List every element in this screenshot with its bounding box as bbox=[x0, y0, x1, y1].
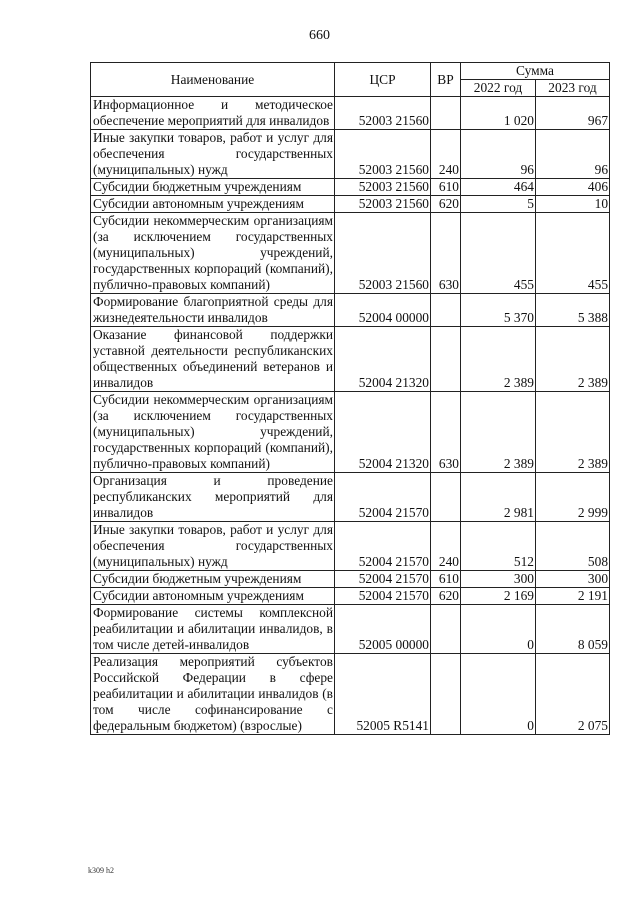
row-vr-cell bbox=[431, 327, 461, 392]
row-csr-cell: 52004 21570 bbox=[335, 522, 431, 571]
row-vr-cell: 240 bbox=[431, 522, 461, 571]
row-sum-2022-cell: 464 bbox=[461, 179, 536, 196]
table-row bbox=[91, 130, 610, 179]
row-sum-2022-cell: 0 bbox=[461, 605, 536, 654]
header-vr: ВР bbox=[431, 63, 461, 97]
row-csr-cell: 52004 21570 bbox=[335, 473, 431, 522]
row-name-cell: Субсидии автономным учреждениям bbox=[91, 196, 335, 213]
row-sum-2023-cell: 508 bbox=[536, 522, 610, 571]
row-csr-cell: 52005 00000 bbox=[335, 605, 431, 654]
row-vr-cell: 630 bbox=[431, 213, 461, 294]
row-sum-2023-cell: 8 059 bbox=[536, 605, 610, 654]
row-sum-2022-cell: 2 389 bbox=[461, 327, 536, 392]
table-row bbox=[91, 605, 610, 654]
budget-table bbox=[90, 62, 610, 735]
header-csr: ЦСР bbox=[335, 63, 431, 97]
table-row bbox=[91, 179, 610, 196]
table-row bbox=[91, 97, 610, 130]
row-sum-2023-cell: 455 bbox=[536, 213, 610, 294]
footer-code: k309 h2 bbox=[88, 866, 114, 875]
table-row bbox=[91, 196, 610, 213]
row-name-cell: Субсидии бюджетным учреждениям bbox=[91, 179, 335, 196]
row-name-cell: Субсидии некоммерческим организациям (за исключением государственных (муниципальных) учреждений, государственных корпораций (компаний), публично-правовых компаний) bbox=[91, 392, 335, 473]
row-name-cell: Информационное и методическое обеспечение мероприятий для инвалидов bbox=[91, 97, 335, 130]
row-vr-cell: 620 bbox=[431, 588, 461, 605]
table-row bbox=[91, 571, 610, 588]
row-vr-cell: 610 bbox=[431, 179, 461, 196]
row-sum-2023-cell: 300 bbox=[536, 571, 610, 588]
row-sum-2022-cell: 2 169 bbox=[461, 588, 536, 605]
row-sum-2022-cell: 2 389 bbox=[461, 392, 536, 473]
table-row bbox=[91, 213, 610, 294]
row-csr-cell: 52004 21570 bbox=[335, 571, 431, 588]
row-sum-2023-cell: 96 bbox=[536, 130, 610, 179]
row-name-cell: Иные закупки товаров, работ и услуг для обеспечения государственных (муниципальных) нужд bbox=[91, 130, 335, 179]
row-name-cell: Формирование благоприятной среды для жизнедеятельности инвалидов bbox=[91, 294, 335, 327]
header-year-2023: 2023 год bbox=[536, 80, 610, 97]
row-sum-2023-cell: 5 388 bbox=[536, 294, 610, 327]
row-vr-cell bbox=[431, 605, 461, 654]
row-csr-cell: 52004 00000 bbox=[335, 294, 431, 327]
row-name-cell: Формирование системы комплексной реабилитации и абилитации инвалидов, в том числе детей-инвалидов bbox=[91, 605, 335, 654]
row-sum-2022-cell: 5 370 bbox=[461, 294, 536, 327]
table-body bbox=[91, 97, 610, 735]
row-csr-cell: 52004 21320 bbox=[335, 392, 431, 473]
row-vr-cell: 630 bbox=[431, 392, 461, 473]
table-row bbox=[91, 294, 610, 327]
table-row bbox=[91, 522, 610, 571]
row-sum-2023-cell: 967 bbox=[536, 97, 610, 130]
row-csr-cell: 52005 R5141 bbox=[335, 654, 431, 735]
row-vr-cell: 620 bbox=[431, 196, 461, 213]
row-csr-cell: 52003 21560 bbox=[335, 97, 431, 130]
row-vr-cell bbox=[431, 473, 461, 522]
row-sum-2022-cell: 5 bbox=[461, 196, 536, 213]
row-name-cell: Реализация мероприятий субъектов Российской Федерации в сфере реабилитации и абилитации инвалидов (в том числе софинансирование с федеральным бюджетом) (взрослые) bbox=[91, 654, 335, 735]
row-name-cell: Субсидии автономным учреждениям bbox=[91, 588, 335, 605]
table-row bbox=[91, 654, 610, 735]
row-name-cell: Субсидии некоммерческим организациям (за исключением государственных (муниципальных) учреждений, государственных корпораций (компаний), публично-правовых компаний) bbox=[91, 213, 335, 294]
row-vr-cell bbox=[431, 294, 461, 327]
row-csr-cell: 52003 21560 bbox=[335, 196, 431, 213]
page-number: 660 bbox=[309, 28, 330, 43]
row-vr-cell bbox=[431, 654, 461, 735]
table-row bbox=[91, 473, 610, 522]
table-row bbox=[91, 327, 610, 392]
row-sum-2023-cell: 2 999 bbox=[536, 473, 610, 522]
row-sum-2022-cell: 512 bbox=[461, 522, 536, 571]
row-sum-2022-cell: 1 020 bbox=[461, 97, 536, 130]
row-vr-cell bbox=[431, 97, 461, 130]
row-sum-2023-cell: 406 bbox=[536, 179, 610, 196]
row-sum-2022-cell: 0 bbox=[461, 654, 536, 735]
row-name-cell: Организация и проведение республиканских мероприятий для инвалидов bbox=[91, 473, 335, 522]
header-name: Наименование bbox=[91, 63, 335, 97]
row-sum-2022-cell: 2 981 bbox=[461, 473, 536, 522]
table-row bbox=[91, 392, 610, 473]
row-csr-cell: 52003 21560 bbox=[335, 130, 431, 179]
row-vr-cell: 610 bbox=[431, 571, 461, 588]
header-year-2022: 2022 год bbox=[461, 80, 536, 97]
row-name-cell: Оказание финансовой поддержки уставной деятельности республиканских общественных объединений ветеранов и инвалидов bbox=[91, 327, 335, 392]
row-sum-2023-cell: 2 191 bbox=[536, 588, 610, 605]
row-name-cell: Иные закупки товаров, работ и услуг для обеспечения государственных (муниципальных) нужд bbox=[91, 522, 335, 571]
row-sum-2023-cell: 2 389 bbox=[536, 392, 610, 473]
row-sum-2023-cell: 10 bbox=[536, 196, 610, 213]
row-sum-2022-cell: 96 bbox=[461, 130, 536, 179]
row-sum-2022-cell: 300 bbox=[461, 571, 536, 588]
row-vr-cell: 240 bbox=[431, 130, 461, 179]
row-sum-2023-cell: 2 075 bbox=[536, 654, 610, 735]
row-csr-cell: 52004 21320 bbox=[335, 327, 431, 392]
row-name-cell: Субсидии бюджетным учреждениям bbox=[91, 571, 335, 588]
row-sum-2022-cell: 455 bbox=[461, 213, 536, 294]
row-csr-cell: 52004 21570 bbox=[335, 588, 431, 605]
row-csr-cell: 52003 21560 bbox=[335, 213, 431, 294]
row-csr-cell: 52003 21560 bbox=[335, 179, 431, 196]
header-sum: Сумма bbox=[461, 63, 610, 80]
table-row bbox=[91, 588, 610, 605]
row-sum-2023-cell: 2 389 bbox=[536, 327, 610, 392]
